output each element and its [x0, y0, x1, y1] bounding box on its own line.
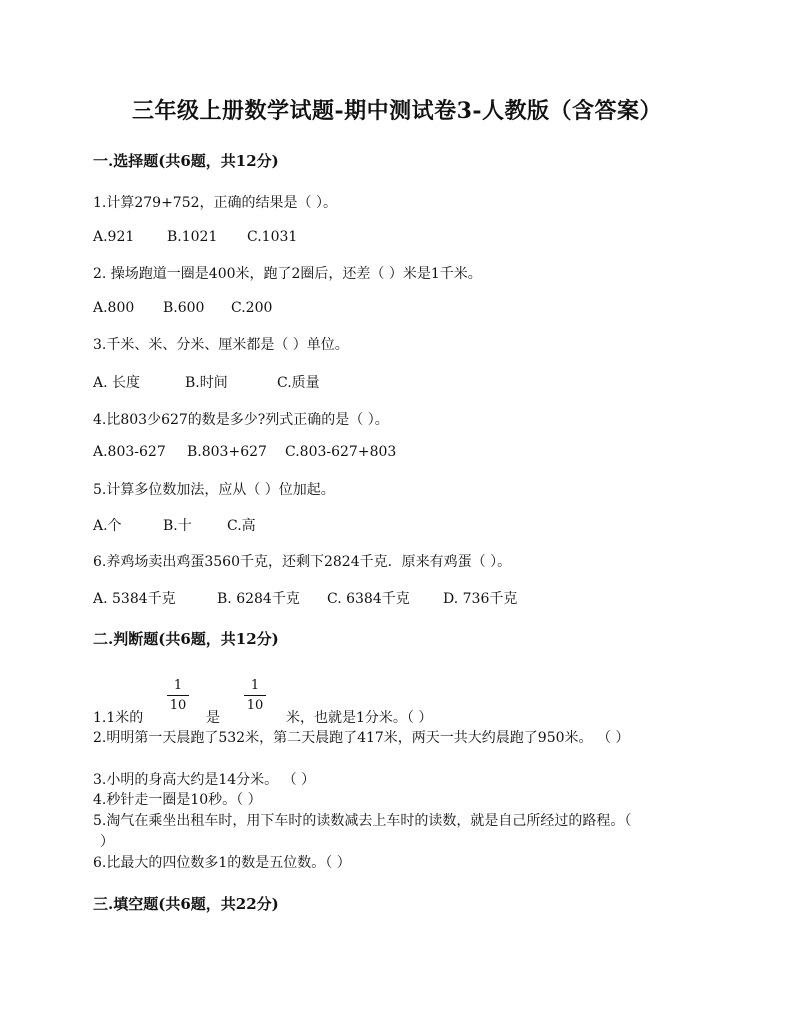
question-options — [93, 229, 297, 245]
question-text: 4.比803少627的数是多少?列式正确的是（ ）。 — [93, 412, 389, 428]
option: A. 5384千克 — [93, 591, 176, 607]
option: B.803+627 — [187, 444, 267, 460]
question-text: 5.计算多位数加法，应从（ ）位加起。 — [93, 482, 335, 498]
fraction — [244, 678, 266, 714]
question-text: 2. 操场跑道一圈是400米，跑了2圈后，还差（ ）米是1千米。 — [93, 266, 482, 282]
question-text: 2.明明第一天晨跑了532米，第二天晨跑了417米，两天一共大约晨跑了950米。 （ ） — [93, 730, 630, 746]
question-text: 6.比最大的四位数多1的数是五位数。（ ） — [93, 855, 351, 871]
question-text-part: 1.1米的 — [93, 710, 144, 726]
option: B.十 — [163, 518, 192, 534]
question-options — [93, 300, 272, 316]
option: C.200 — [231, 300, 273, 316]
question-options — [93, 372, 320, 392]
option: B.1021 — [167, 229, 218, 245]
question-options — [93, 444, 396, 460]
fraction-bar — [167, 695, 189, 696]
fraction-numerator: 1 — [173, 678, 183, 693]
fraction-bar — [244, 695, 266, 696]
option: A. 长度 — [93, 375, 141, 391]
question-text-part: 米，也就是1分米。（ ） — [286, 710, 433, 726]
option: B.600 — [163, 300, 205, 316]
option: B.时间 — [185, 375, 228, 391]
option: C. 6384千克 — [327, 591, 410, 607]
option: C.高 — [227, 518, 256, 534]
fraction-numerator: 1 — [250, 678, 260, 693]
option: B. 6284千克 — [217, 591, 300, 607]
option: C.质量 — [277, 375, 320, 391]
question-text-part: 是 — [206, 710, 220, 726]
option: D. 736千克 — [443, 591, 518, 607]
question-text: 3.千米、米、分米、厘米都是（ ）单位。 — [93, 337, 349, 353]
question-text: 4.秒针走一圈是10秒。（ ） — [93, 792, 262, 808]
question-options — [93, 515, 256, 535]
option: C.803-627+803 — [285, 444, 397, 460]
option: A.个 — [93, 518, 122, 534]
question-text: 6.养鸡场卖出鸡蛋3560千克，还剩下2824千克．原来有鸡蛋（ ）。 — [93, 554, 512, 570]
question-text: 5.淘气在乘坐出租车时，用下车时的读数减去上车时的读数，就是自己所经过的路程。（ — [93, 813, 632, 829]
option: A.800 — [93, 300, 135, 316]
question-text: 1.计算279+752，正确的结果是（ ）。 — [93, 195, 337, 211]
option: A.803-627 — [93, 444, 166, 460]
section-heading-choice: 一.选择题(共6题，共12分) — [93, 152, 279, 170]
question-text: 3.小明的身高大约是14分米。 （ ） — [93, 772, 316, 788]
section-heading-judge: 二.判断题(共6题，共12分) — [93, 630, 279, 648]
option: C.1031 — [247, 229, 298, 245]
fraction-denominator: 10 — [169, 698, 187, 713]
option: A.921 — [93, 229, 135, 245]
fraction-denominator: 10 — [246, 698, 264, 713]
question-text-continued: ） — [100, 834, 114, 850]
question-options — [93, 588, 517, 608]
fraction — [167, 678, 189, 714]
page-title: 三年级上册数学试题-期中测试卷3-人教版（含答案） — [131, 98, 663, 124]
section-heading-fill: 三.填空题(共6题，共22分) — [93, 895, 279, 913]
